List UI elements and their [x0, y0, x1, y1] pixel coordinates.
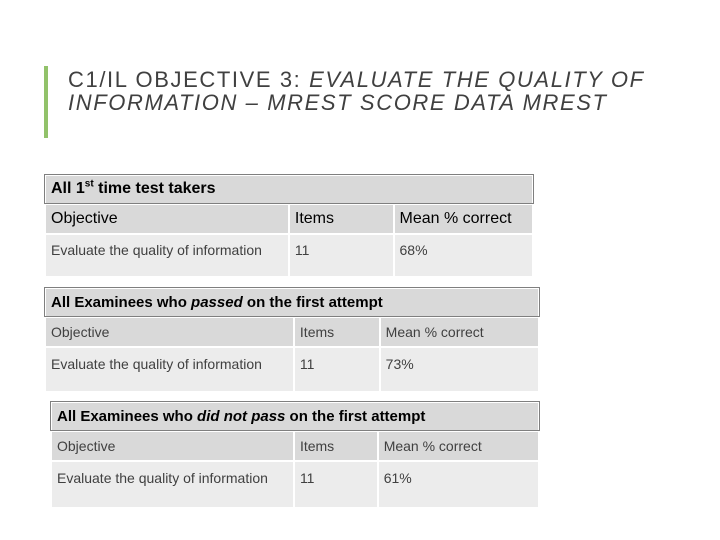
column-header-objective: Objective — [51, 431, 294, 461]
cell-objective: Evaluate the quality of information — [51, 461, 294, 508]
table-row — [45, 234, 533, 277]
table-caption: All Examinees who passed on the first attempt — [45, 288, 539, 317]
cell-objective: Evaluate the quality of information — [45, 234, 289, 277]
column-header-objective: Objective — [45, 317, 294, 347]
table-caption: All 1st time test takers — [45, 175, 533, 204]
table-caption: All Examinees who did not pass on the first attempt — [51, 402, 539, 431]
cell-mean: 61% — [378, 461, 539, 508]
cell-mean: 73% — [380, 347, 539, 392]
cell-mean: 68% — [394, 234, 533, 277]
did-not-pass-table — [50, 401, 540, 509]
column-header-items: Items — [294, 431, 378, 461]
column-header-mean: Mean % correct — [380, 317, 539, 347]
cell-items: 11 — [294, 347, 380, 392]
passed-table — [44, 287, 540, 393]
column-header-mean: Mean % correct — [394, 204, 533, 234]
slide-title — [68, 68, 688, 114]
cell-objective: Evaluate the quality of information — [45, 347, 294, 392]
title-accent-bar — [44, 66, 48, 138]
table-row — [45, 347, 539, 392]
column-header-objective: Objective — [45, 204, 289, 234]
cell-items: 11 — [294, 461, 378, 508]
title-italic: EVALUATE THE QUALITY OF INFORMATION – MREST SCORE DATA MREST — [68, 67, 645, 115]
column-header-items: Items — [294, 317, 380, 347]
column-header-items: Items — [289, 204, 394, 234]
column-header-mean: Mean % correct — [378, 431, 539, 461]
first-time-takers-table — [44, 174, 534, 278]
table-row — [51, 461, 539, 508]
title-prefix: C1/IL OBJECTIVE 3: — [68, 67, 310, 92]
cell-items: 11 — [289, 234, 394, 277]
